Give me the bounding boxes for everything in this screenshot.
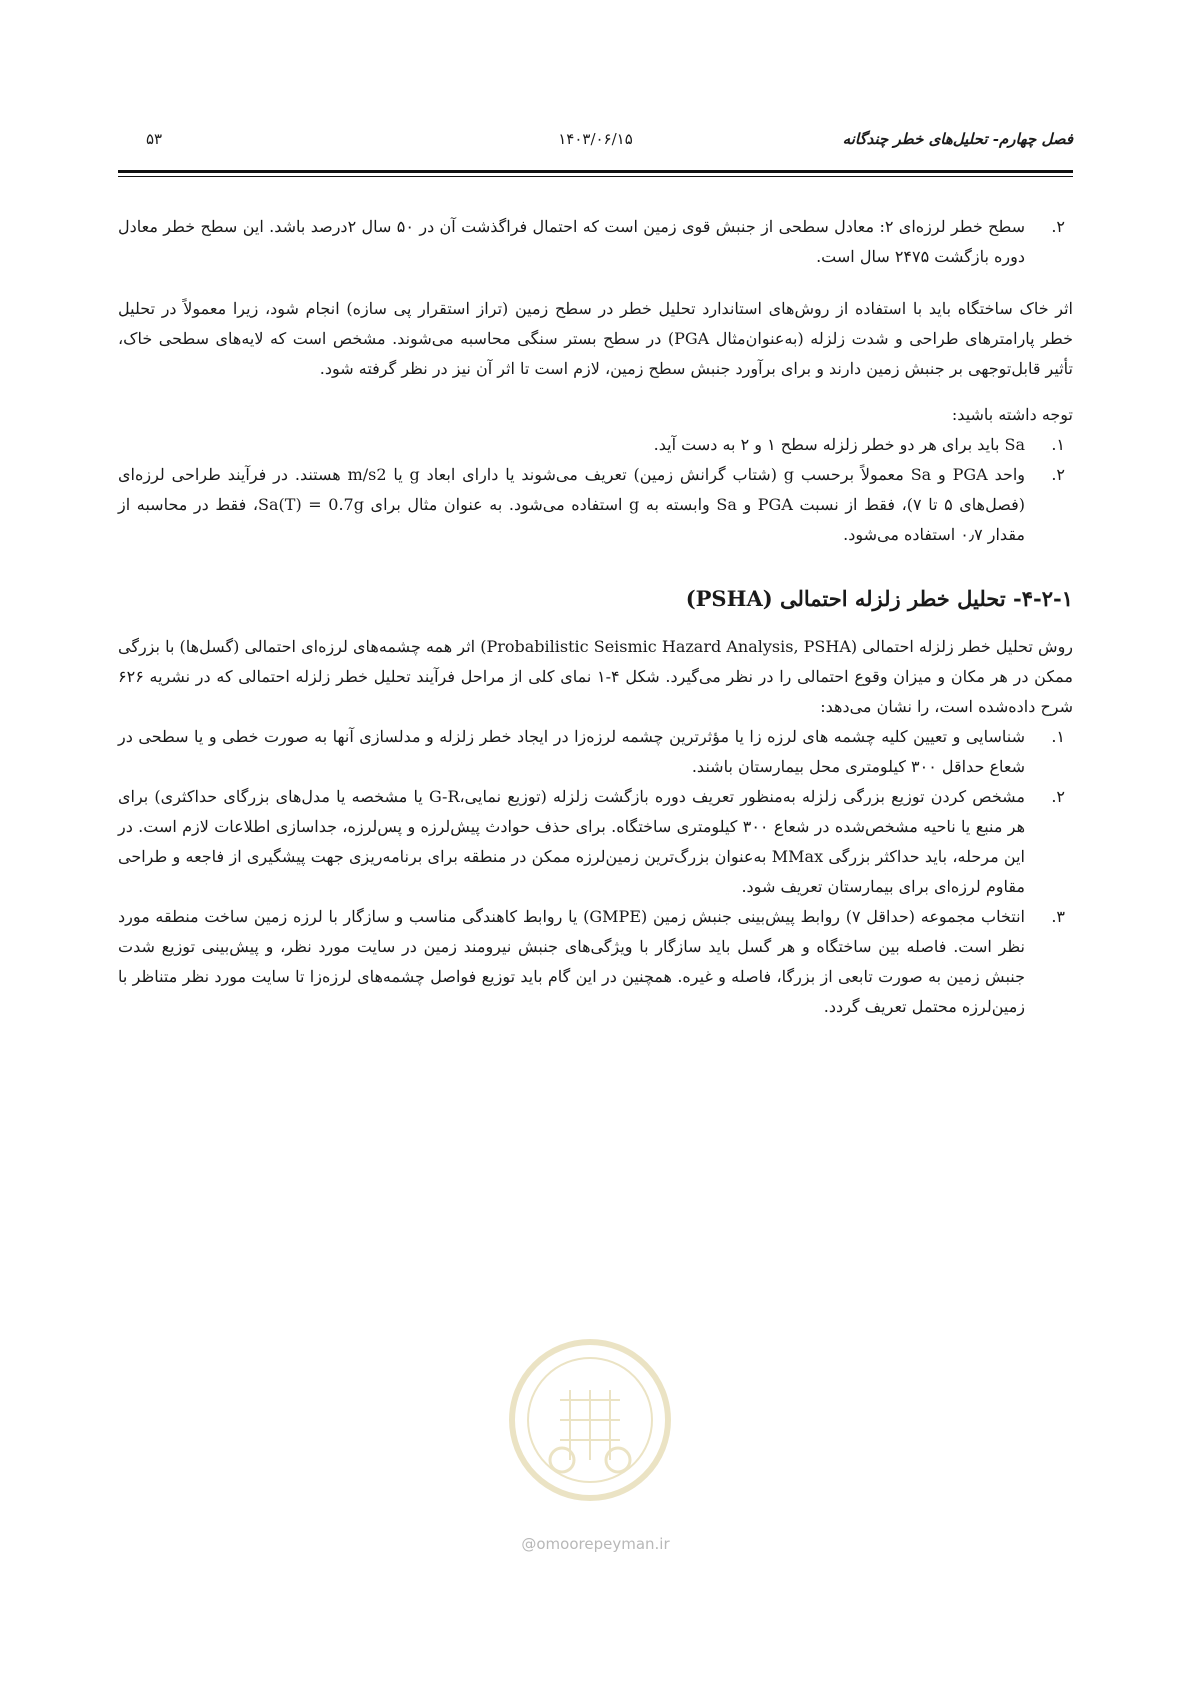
watermark-text: @omoorepeyman.ir	[521, 1535, 670, 1553]
header-date: ۱۴۰۳/۰۶/۱۵	[558, 130, 633, 148]
chapter-title: فصل چهارم- تحلیل‌های خطر چندگانه	[842, 130, 1073, 148]
list-item	[118, 722, 1073, 782]
header-rule-thin	[118, 176, 1073, 177]
list-item	[118, 902, 1073, 1022]
header-rule-thick	[118, 170, 1073, 173]
list-item-text: Sa باید برای هر دو خطر زلزله سطح ۱ و ۲ به دست آید.	[653, 435, 1025, 454]
page-number: ۵۳	[146, 130, 163, 148]
list-item	[118, 430, 1073, 460]
list-number: ۲.	[1051, 787, 1065, 806]
list-number: ۳.	[1051, 907, 1065, 926]
list-item-text: انتخاب مجموعه (حداقل ۷) روابط پیش‌بینی جنبش زمین (GMPE) یا روابط کاهندگی مناسب و سازگار با لرزه زمین ساخت منطقه مورد نظر است. فاصله بین ساختگاه و هر گسل باید سازگار با ویژگی‌های جنبش نیرومند زمین در سایت مورد نظر، و پیش‌بینی توزیع شدت جنبش زمین به صورت تابعی از بزرگا، فاصله و غیره. همچنین در این گام باید توزیع فواصل چشمه‌های لرزه‌زا تا سایت مورد نظر متناظر با زمین‌لرزه محتمل تعریف گردد.	[118, 907, 1026, 1016]
list-item-text: مشخص کردن توزیع بزرگی زلزله به‌منظور تعریف دوره بازگشت زلزله (توزیع نمایی،G-R یا مشخصه یا مدل‌های بزرگای حداکثری) برای هر منبع یا ناحیه مشخص‌شده در شعاع ۳۰۰ کیلومتری ساختگاه. برای حذف حوادث پیش‌لرزه و پس‌لرزه، جداسازی اطلاعات لازم است. در این مرحله، باید حداکثر بزرگی MMax به‌عنوان بزرگ‌ترین زمین‌لرزه ممکن در منطقه برای برنامه‌ریزی جهت پیشگیری از فاجعه و طراحی مقاوم لرزه‌ای برای بیمارستان تعریف شود.	[118, 787, 1026, 896]
list-item	[118, 212, 1073, 272]
page-header	[118, 130, 1073, 154]
list-number: ۱.	[1051, 727, 1065, 746]
list-number: ۱.	[1051, 435, 1065, 454]
list-item	[118, 460, 1073, 550]
list-item-text: سطح خطر لرزه‌ای ۲: معادل سطحی از جنبش قوی زمین است که احتمال فراگذشت آن در ۵۰ سال ۲درصد باشد. این سطح خطر معادل دوره بازگشت ۲۴۷۵ سال است.	[118, 217, 1026, 266]
paragraph-soil-effect: اثر خاک ساختگاه باید با استفاده از روش‌های استاندارد تحلیل خطر در سطح زمین (تراز استقرار پی سازه) انجام شود، زیرا معمولاً در تحلیل خطر پارامترهای طراحی و شدت زلزله (به‌عنوان‌مثال PGA) در سطح بستر سنگی محاسبه می‌شوند. مشخص است که لایه‌های سطحی خاک، تأثیر قابل‌توجهی بر جنبش زمین دارند و برای برآورد جنبش سطح زمین، لازم است تا اثر آن نیز در نظر گرفته شود.	[118, 299, 1073, 378]
section-heading: ۴-۲-۱- تحلیل خطر زلزله احتمالی (PSHA)	[685, 586, 1073, 611]
list-item	[118, 782, 1073, 902]
list-item-text: شناسایی و تعیین کلیه چشمه های لرزه زا یا مؤثرترین چشمه لرزه‌زا در ایجاد خطر زلزله و مدلسازی آنها به صورت خطی و یا سطحی در شعاع حداقل ۳۰۰ کیلومتری محل بیمارستان باشند.	[118, 727, 1025, 776]
note-heading: توجه داشته باشید:	[951, 405, 1073, 424]
list-number: ۲.	[1051, 217, 1065, 236]
list-number: ۲.	[1051, 465, 1065, 484]
section-intro: روش تحلیل خطر زلزله احتمالی (Probabilistic Seismic Hazard Analysis, PSHA) اثر همه چشمه‌های لرزه‌ای احتمالی (گسل‌ها) با بزرگی ممکن در هر مکان و میزان وقوع احتمالی را در نظر می‌گیرد. شکل ۴-۱ نمای کلی از مراحل فرآیند تحلیل خطر زلزله احتمالی که در نشریه ۶۲۶ شرح داده‌شده است، را نشان می‌دهد:	[118, 637, 1074, 716]
watermark-logo-icon	[500, 1330, 680, 1530]
list-item-text: واحد PGA و Sa معمولاً برحسب g (شتاب گرانش زمین) تعریف می‌شوند یا دارای ابعاد g یا m/s2 هستند. در فرآیند طراحی لرزه‌ای (فصل‌های ۵ تا ۷)، فقط از نسبت PGA و Sa وابسته به g استفاده می‌شود. به عنوان مثال برای Sa(T) = 0.7g، فقط در محاسبه از مقدار ۰٫۷ استفاده می‌شود.	[118, 465, 1026, 544]
page-content	[118, 212, 1073, 1022]
